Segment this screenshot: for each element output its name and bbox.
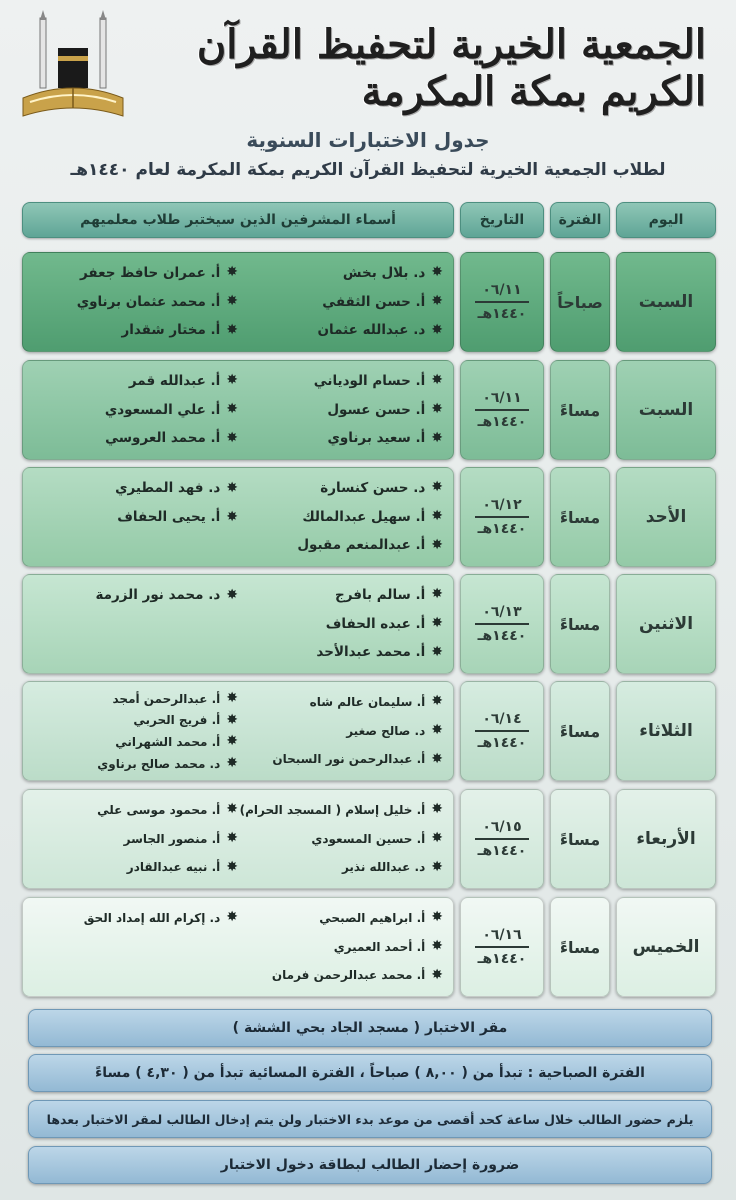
supervisor-name — [238, 398, 443, 422]
star-bullet-icon: ✸ — [431, 401, 443, 418]
supervisor-name — [238, 612, 443, 636]
date-cell — [460, 681, 544, 781]
supervisors-column-right — [238, 688, 443, 774]
day-cell — [616, 681, 716, 781]
supervisor-name — [33, 584, 238, 608]
supervisors-cell — [22, 467, 454, 567]
supervisor-name — [238, 749, 443, 771]
supervisor-name — [33, 506, 238, 530]
supervisor-name-text: أ. منصور الجاسر — [123, 831, 221, 846]
exam-times-bar: الفترة الصباحية : تبدأ من ( ٨,٠٠ ) صباحاً ، الفترة المسائية تبدأ من ( ٤,٣٠ ) مساءً — [28, 1054, 712, 1092]
supervisor-name-text: أ. حسن الثقفي — [322, 293, 426, 310]
star-bullet-icon: ✸ — [431, 293, 443, 310]
header — [0, 0, 736, 200]
kaaba-quran-logo-icon — [18, 8, 128, 128]
supervisor-name-text: أ. محمد العروسي — [105, 430, 221, 447]
day-label: الثلاثاء — [639, 721, 693, 741]
day-label: الأحد — [645, 507, 687, 527]
supervisors-column-left — [33, 904, 238, 990]
supervisor-name-text: أ. محمد عبدالرحمن فرمان — [271, 968, 426, 983]
supervisor-name — [33, 369, 238, 393]
supervisor-name — [33, 261, 238, 285]
day-cell — [616, 467, 716, 567]
supervisor-name — [33, 427, 238, 451]
period-cell — [550, 360, 610, 460]
period-cell — [550, 681, 610, 781]
star-bullet-icon: ✸ — [226, 801, 238, 818]
supervisor-name-text: أ. فريج الحربي — [133, 713, 221, 728]
supervisor-name-text: أ. حسين المسعودي — [311, 831, 426, 846]
supervisor-name-text: أ. يحيى الحفاف — [117, 508, 221, 525]
empty-slot — [33, 613, 238, 636]
column-header-day: اليوم — [616, 202, 716, 238]
star-bullet-icon: ✸ — [431, 372, 443, 389]
supervisor-name-text: أ. سعيد برناوي — [327, 430, 426, 447]
period-label: صباحاً — [557, 292, 603, 312]
supervisor-name-text: أ. سليمان عالم شاه — [309, 695, 426, 710]
page-title: جدول الاختبارات السنوية — [246, 128, 490, 152]
supervisor-name — [33, 710, 238, 732]
supervisors-column-left — [33, 688, 238, 774]
supervisor-name — [238, 261, 443, 285]
period-cell — [550, 789, 610, 889]
day-label: السبت — [638, 400, 694, 420]
date-cell — [460, 789, 544, 889]
date-day-month: ٠٦/١٤ — [475, 711, 529, 732]
supervisor-name — [33, 828, 238, 850]
period-label: مساءً — [559, 614, 601, 634]
supervisor-name-text: أ. سالم بافرج — [335, 586, 426, 603]
supervisor-name — [238, 857, 443, 879]
star-bullet-icon: ✸ — [226, 830, 238, 847]
date-day-month: ٠٦/١٢ — [475, 497, 529, 518]
supervisor-name-text: أ. عمران حافظ جعفر — [80, 264, 221, 281]
star-bullet-icon: ✸ — [431, 909, 443, 926]
star-bullet-icon: ✸ — [431, 321, 443, 338]
page-subtitle: لطلاب الجمعية الخيرية لتحفيظ القرآن الكريم بمكة المكرمة لعام ١٤٤٠هـ — [70, 160, 666, 180]
supervisor-name-text: أ. محمد عثمان برناوي — [76, 293, 221, 310]
supervisor-name-text: أ. محمود موسى علي — [97, 803, 221, 818]
supervisor-name — [238, 907, 443, 929]
attendance-rule-bar: يلزم حضور الطالب خلال ساعة كحد أقصى من موعد بدء الاختبار ولن يتم إدخال الطالب لمقر الاختبار بعدها — [28, 1100, 712, 1138]
day-cell — [616, 360, 716, 460]
supervisor-name — [238, 534, 443, 558]
supervisor-name — [238, 476, 443, 500]
supervisors-cell — [22, 360, 454, 460]
supervisor-name — [33, 907, 238, 929]
table-row — [22, 897, 716, 997]
supervisor-name-text: د. حسن كنسارة — [320, 479, 426, 496]
date-day-month: ٠٦/١٦ — [475, 927, 529, 948]
date-year: ١٤٤٠هـ — [477, 306, 527, 322]
supervisors-column-left — [33, 474, 238, 560]
star-bullet-icon: ✸ — [226, 690, 238, 706]
supervisors-cell — [22, 681, 454, 781]
date-year: ١٤٤٠هـ — [477, 735, 527, 751]
supervisors-column-right — [238, 474, 443, 560]
supervisor-name-text: د. عبدالله نذير — [341, 860, 426, 875]
supervisor-name — [238, 369, 443, 393]
supervisors-column-left — [33, 259, 238, 345]
star-bullet-icon: ✸ — [431, 508, 443, 525]
day-cell — [616, 789, 716, 889]
supervisor-name-text: أ. حسام الودياني — [313, 372, 426, 389]
date-year: ١٤٤٠هـ — [477, 414, 527, 430]
supervisor-name-text: أ. علي المسعودي — [104, 401, 221, 418]
date-day-month: ٠٦/١١ — [475, 282, 529, 303]
supervisor-name-text: أ. محمد عبدالأحد — [316, 644, 426, 661]
period-cell — [550, 467, 610, 567]
supervisor-name-text: د. إكرام الله إمداد الحق — [83, 910, 221, 925]
table-row — [22, 574, 716, 674]
supervisor-name — [33, 398, 238, 422]
period-label: مساءً — [559, 721, 601, 741]
supervisor-name — [238, 936, 443, 958]
period-cell — [550, 574, 610, 674]
empty-slot — [33, 534, 238, 557]
supervisor-name-text: أ. محمد الشهراني — [115, 734, 221, 749]
star-bullet-icon: ✸ — [226, 909, 238, 926]
star-bullet-icon: ✸ — [226, 755, 238, 772]
star-bullet-icon: ✸ — [431, 966, 443, 983]
supervisor-name-text: أ. ابراهيم الصبحي — [319, 911, 426, 926]
table-row — [22, 252, 716, 352]
supervisor-name-text: د. فهد المطيري — [115, 480, 221, 496]
supervisors-cell — [22, 252, 454, 352]
star-bullet-icon: ✸ — [226, 479, 238, 496]
supervisor-name — [238, 583, 443, 607]
supervisors-column-right — [238, 581, 443, 667]
supervisors-column-left — [33, 796, 238, 882]
supervisor-name-text: د. بلال بخش — [342, 264, 426, 281]
star-bullet-icon: ✸ — [431, 479, 443, 496]
star-bullet-icon: ✸ — [226, 733, 238, 750]
date-cell — [460, 360, 544, 460]
entry-card-bar: ضرورة إحضار الطالب لبطاقة دخول الاختبار — [28, 1146, 712, 1184]
supervisor-name — [238, 720, 443, 742]
star-bullet-icon: ✸ — [431, 693, 443, 710]
star-bullet-icon: ✸ — [431, 264, 443, 281]
table-row — [22, 681, 716, 781]
period-label: مساءً — [559, 937, 601, 957]
date-year: ١٤٤٠هـ — [477, 843, 527, 859]
supervisor-name — [238, 427, 443, 451]
supervisors-column-left — [33, 367, 238, 453]
supervisor-name-text: أ. سهيل عبدالمالك — [302, 508, 426, 525]
supervisor-name — [33, 477, 238, 501]
supervisors-cell — [22, 574, 454, 674]
supervisor-name — [238, 691, 443, 713]
star-bullet-icon: ✸ — [431, 643, 443, 660]
star-bullet-icon: ✸ — [431, 858, 443, 875]
star-bullet-icon: ✸ — [431, 801, 443, 818]
supervisor-name — [33, 857, 238, 879]
date-cell — [460, 574, 544, 674]
empty-slot — [33, 935, 238, 958]
empty-slot — [33, 964, 238, 987]
star-bullet-icon: ✸ — [226, 372, 238, 389]
column-header-names: أسماء المشرفين الذين سيختبر طلاب معلميهم — [22, 202, 454, 238]
period-cell — [550, 897, 610, 997]
exam-location-bar: مقر الاختبار ( مسجد الجاد بحي الششة ) — [28, 1009, 712, 1047]
org-name: الجمعية الخيرية لتحفيظ القرآن الكريم بمكة المكرمة — [196, 21, 706, 115]
star-bullet-icon: ✸ — [431, 722, 443, 739]
empty-slot — [33, 641, 238, 664]
supervisor-name-text: أ. مختار شقدار — [121, 322, 221, 339]
date-cell — [460, 467, 544, 567]
supervisors-column-right — [238, 796, 443, 882]
supervisor-name-text: أ. أحمد العميري — [333, 939, 426, 954]
supervisors-column-left — [33, 581, 238, 667]
supervisor-name-text: أ. عبدالله قمر — [128, 372, 221, 389]
supervisor-name — [238, 641, 443, 665]
supervisor-name-text: أ. خليل إسلام ( المسجد الحرام) — [239, 803, 426, 818]
date-day-month: ٠٦/١٣ — [475, 604, 529, 625]
date-year: ١٤٤٠هـ — [477, 951, 527, 967]
day-label: الخميس — [632, 937, 700, 957]
supervisor-name-text: أ. عبدالرحمن أمجد — [112, 691, 221, 706]
supervisor-name-text: د. محمد صالح برناوي — [97, 756, 221, 771]
supervisor-name-text: د. عبدالله عثمان — [317, 322, 426, 339]
supervisor-name — [238, 828, 443, 850]
table-row — [22, 360, 716, 460]
table-row — [22, 789, 716, 889]
supervisor-name-text: د. صالح صغير — [346, 723, 426, 738]
star-bullet-icon: ✸ — [226, 293, 238, 310]
star-bullet-icon: ✸ — [226, 586, 238, 603]
day-cell — [616, 574, 716, 674]
date-year: ١٤٤٠هـ — [477, 628, 527, 644]
period-label: مساءً — [559, 400, 601, 420]
table-header — [22, 202, 716, 238]
supervisor-name — [238, 290, 443, 314]
date-cell — [460, 897, 544, 997]
date-day-month: ٠٦/١١ — [475, 390, 529, 411]
date-day-month: ٠٦/١٥ — [475, 819, 529, 840]
supervisor-name-text: أ. عبدالمنعم مقبول — [297, 537, 426, 554]
star-bullet-icon: ✸ — [226, 264, 238, 281]
supervisor-name — [238, 505, 443, 529]
day-cell — [616, 897, 716, 997]
supervisor-name — [33, 799, 238, 821]
supervisor-name — [33, 753, 238, 775]
day-label: الأربعاء — [636, 829, 696, 849]
supervisors-column-right — [238, 259, 443, 345]
day-label: الاثنين — [638, 614, 694, 634]
table-row — [22, 467, 716, 567]
supervisor-name-text: أ. حسن عسول — [327, 401, 426, 418]
star-bullet-icon: ✸ — [226, 401, 238, 418]
star-bullet-icon: ✸ — [226, 508, 238, 525]
supervisors-column-right — [238, 904, 443, 990]
supervisors-cell — [22, 789, 454, 889]
star-bullet-icon: ✸ — [226, 321, 238, 338]
star-bullet-icon: ✸ — [431, 536, 443, 553]
supervisor-name-text: أ. عبده الحفاف — [325, 615, 426, 632]
column-header-period: الفترة — [550, 202, 610, 238]
period-label: مساءً — [559, 507, 601, 527]
star-bullet-icon: ✸ — [431, 830, 443, 847]
star-bullet-icon: ✸ — [431, 615, 443, 632]
day-label: السبت — [638, 292, 694, 312]
star-bullet-icon: ✸ — [226, 711, 238, 728]
date-year: ١٤٤٠هـ — [477, 521, 527, 537]
supervisors-cell — [22, 897, 454, 997]
star-bullet-icon: ✸ — [226, 429, 238, 446]
supervisor-name-text: أ. نبيه عبدالقادر — [126, 860, 221, 875]
star-bullet-icon: ✸ — [431, 938, 443, 955]
star-bullet-icon: ✸ — [226, 858, 238, 875]
supervisor-name-text: د. محمد نور الزرمة — [95, 587, 221, 604]
supervisor-name — [33, 688, 238, 710]
supervisor-name — [33, 319, 238, 343]
star-bullet-icon: ✸ — [431, 750, 443, 767]
day-cell — [616, 252, 716, 352]
star-bullet-icon: ✸ — [431, 429, 443, 446]
supervisors-column-right — [238, 367, 443, 453]
date-cell — [460, 252, 544, 352]
supervisor-name — [33, 290, 238, 314]
supervisor-name — [238, 799, 443, 821]
supervisor-name — [33, 731, 238, 753]
column-header-date: التاريخ — [460, 202, 544, 238]
supervisor-name-text: أ. عبدالرحمن نور السبحان — [272, 752, 426, 767]
supervisor-name — [238, 319, 443, 343]
supervisor-name — [238, 965, 443, 987]
period-cell — [550, 252, 610, 352]
star-bullet-icon: ✸ — [431, 586, 443, 603]
period-label: مساءً — [559, 829, 601, 849]
